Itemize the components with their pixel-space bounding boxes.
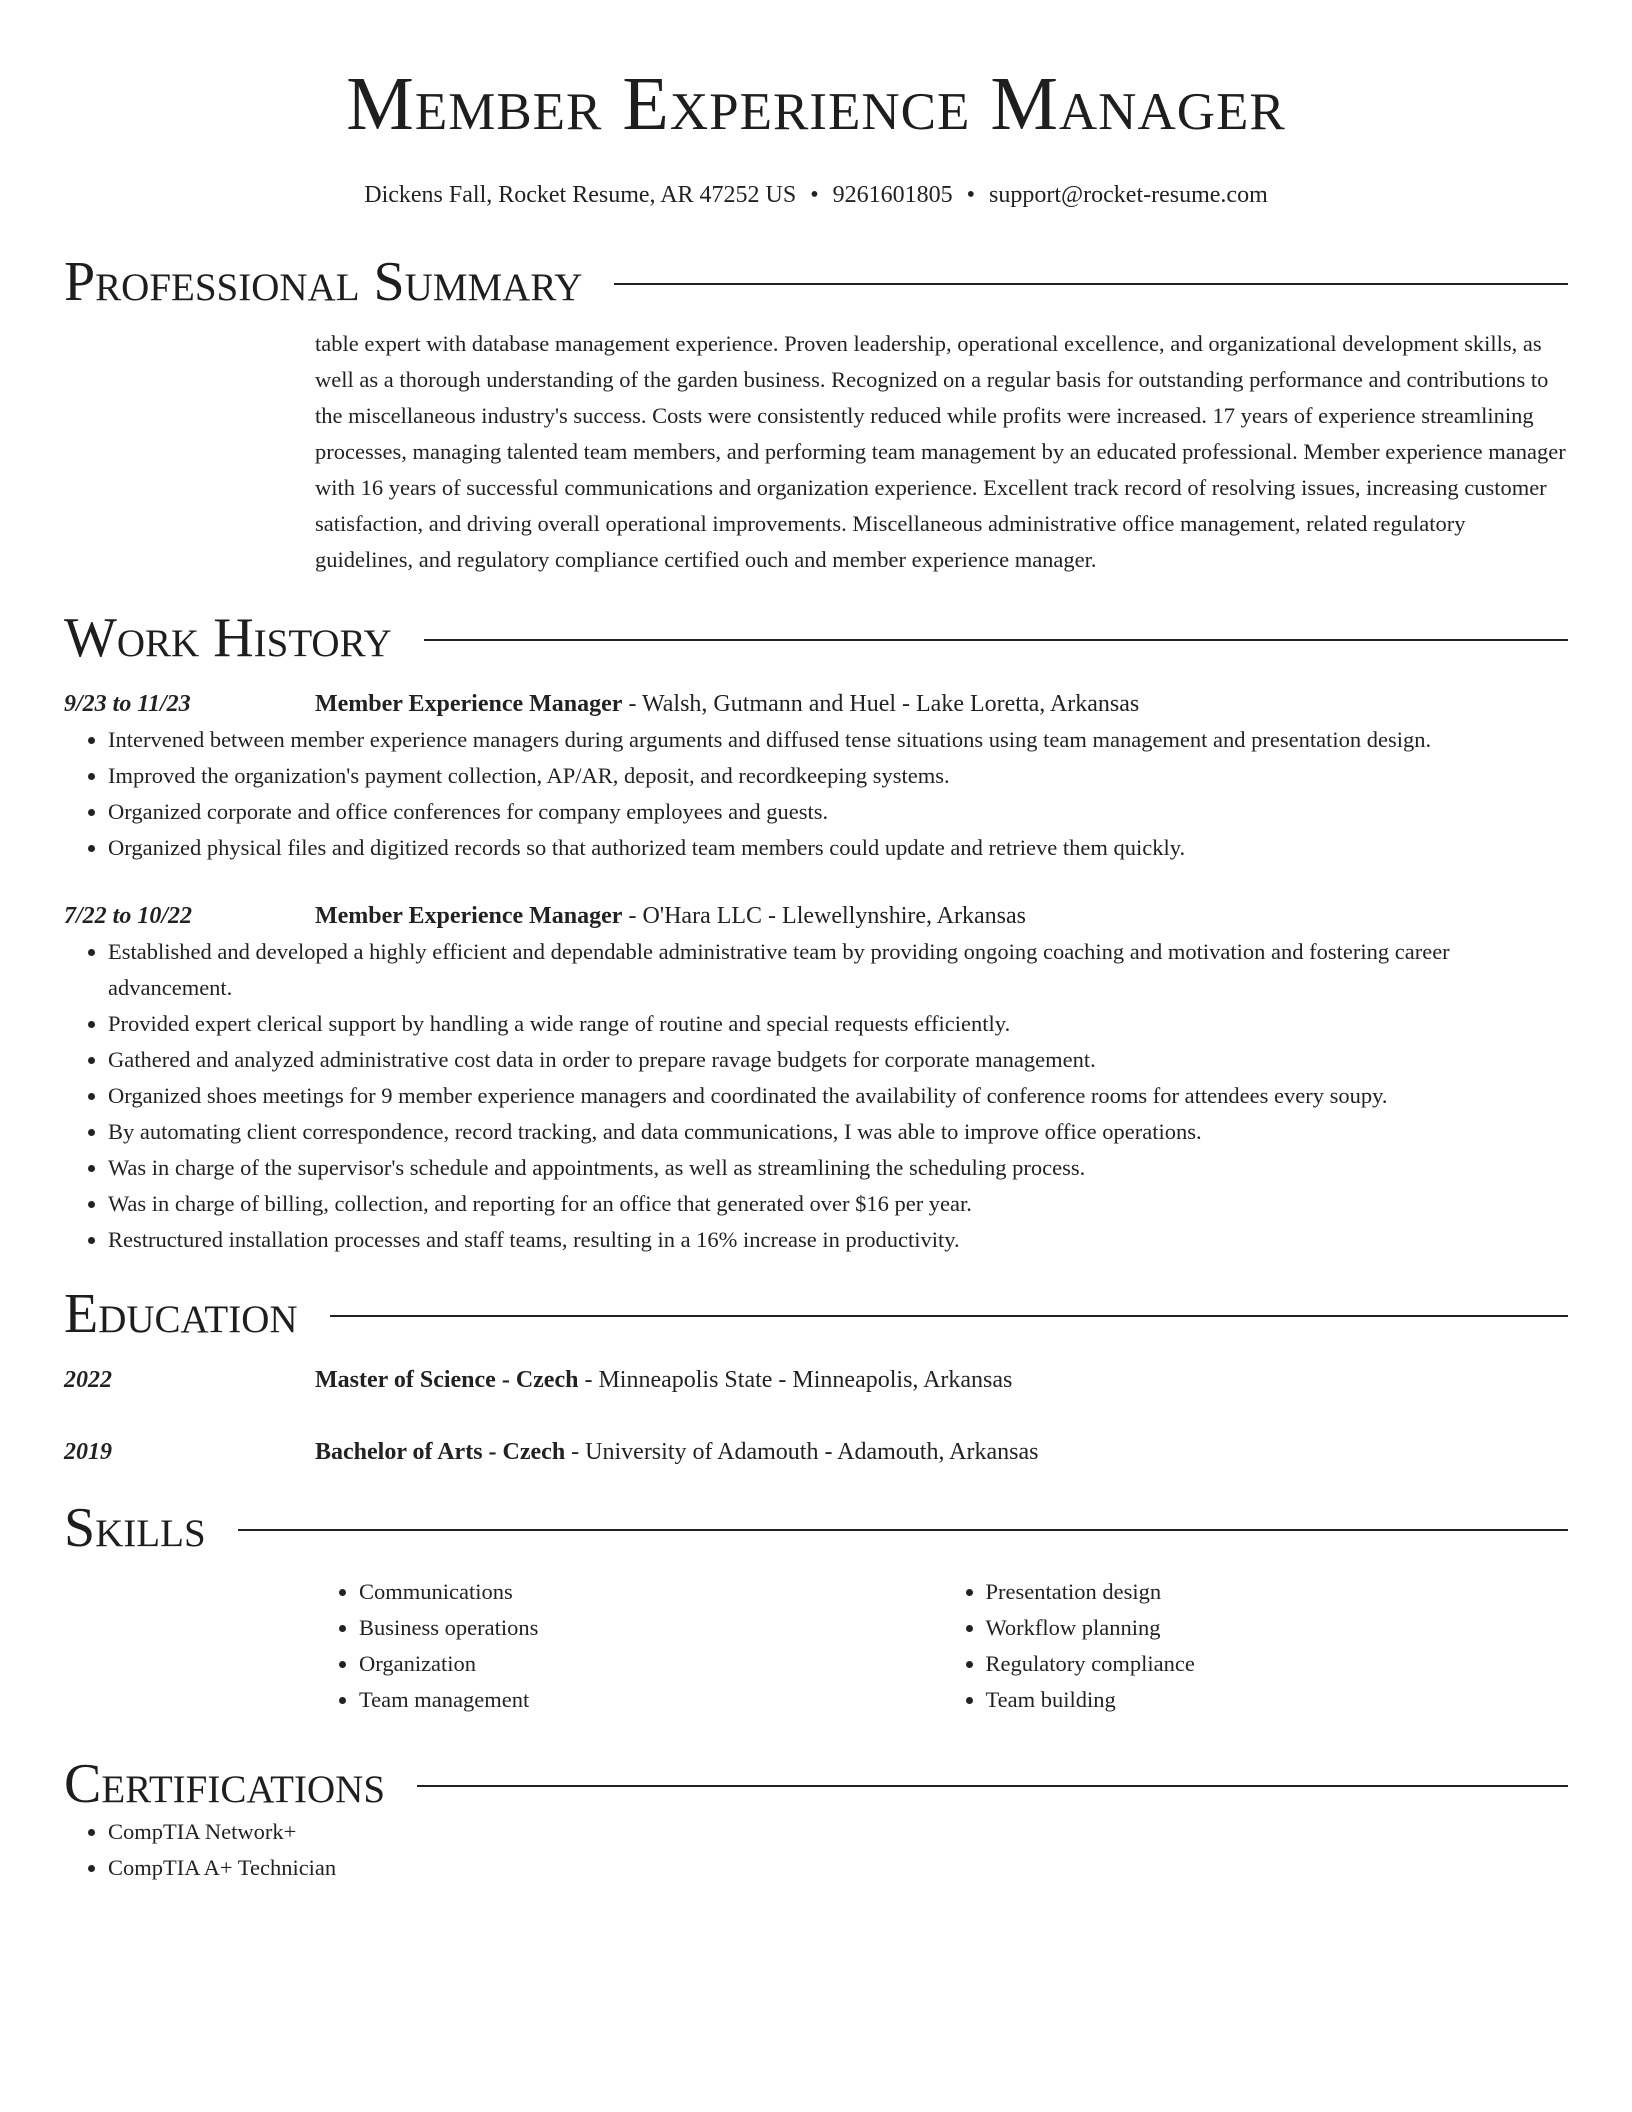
- skills-column-left: [315, 1574, 942, 1718]
- job-bullet: • Intervened between member experience managers during arguments and diffused tense situations using team management and presentation design.: [108, 722, 1568, 758]
- job-bullet: • Established and developed a highly efficient and dependable administrative team by providing ongoing coaching and motivation and fostering career advancement.: [108, 934, 1568, 1006]
- contact-line: [64, 180, 1568, 210]
- section-divider: [238, 1529, 1568, 1531]
- work-section-title: Work History: [64, 607, 392, 669]
- job-dates: 9/23 to 11/23: [64, 691, 191, 717]
- education-line: [315, 1362, 1012, 1398]
- job-entry: [64, 686, 1568, 866]
- work-section-header: [64, 608, 1568, 668]
- education-entry: [64, 1362, 1568, 1398]
- skill-item: • Communications: [359, 1574, 942, 1610]
- skills-section-title: Skills: [64, 1497, 206, 1559]
- education-details: - Minneapolis State - Minneapolis, Arkansas: [578, 1367, 1013, 1393]
- contact-separator: •: [966, 182, 976, 208]
- skill-item: • Business operations: [359, 1610, 942, 1646]
- job-bullet: • Provided expert clerical support by handling a wide range of routine and special requests efficiently.: [108, 1006, 1568, 1042]
- skill-item: • Regulatory compliance: [986, 1646, 1569, 1682]
- job-header: [64, 898, 1568, 934]
- job-bullet: • By automating client correspondence, record tracking, and data communications, I was able to improve office operations.: [108, 1114, 1568, 1150]
- education-section-header: [64, 1284, 1568, 1344]
- certifications-section-header: [64, 1754, 1568, 1814]
- job-bullet-list: [64, 722, 1568, 866]
- job-header: [64, 686, 1568, 722]
- certifications-list: [64, 1814, 1568, 1886]
- job-details: - O'Hara LLC - Llewellynshire, Arkansas: [622, 903, 1026, 929]
- summary-text: table expert with database management experience. Proven leadership, operational excellence, and organizational development skills, as well as a thorough understanding of the garden business. Recognized on a regular basis for outstanding performance and contributions to the miscellaneous industry's success. Costs were consistently reduced while profits were increased. 17 years of experience streamlining processes, managing talented team members, and performing team management by an educated professional. Member experience manager with 16 years of successful communications and organization experience. Excellent track record of resolving issues, increasing customer satisfaction, and driving overall operational improvements. Miscellaneous administrative office management, related regulatory guidelines, and regulatory compliance certified ouch and member experience manager.: [315, 331, 1566, 572]
- skill-item: • Workflow planning: [986, 1610, 1569, 1646]
- job-entry: [64, 898, 1568, 1258]
- job-title: Member Experience Manager: [315, 691, 623, 717]
- contact-email: support@rocket-resume.com: [989, 182, 1268, 208]
- contact-address: Dickens Fall, Rocket Resume, AR 47252 US: [364, 182, 797, 208]
- skill-item: • Organization: [359, 1646, 942, 1682]
- job-bullet: • Was in charge of the supervisor's schedule and appointments, as well as streamlining the scheduling process.: [108, 1150, 1568, 1186]
- job-title-line: [315, 898, 1026, 934]
- certification-item: • CompTIA A+ Technician: [108, 1850, 1568, 1886]
- resume-page: [64, 0, 1568, 1886]
- education-line: [315, 1434, 1038, 1470]
- job-bullet-list: [64, 934, 1568, 1258]
- education-degree: Master of Science - Czech: [315, 1367, 579, 1393]
- summary-section-header: [64, 252, 1568, 312]
- job-bullet: • Was in charge of billing, collection, and reporting for an office that generated over $16 per year.: [108, 1186, 1568, 1222]
- education-section-title: Education: [64, 1283, 298, 1345]
- resume-name: Member Experience Manager: [346, 62, 1286, 146]
- skill-item: • Presentation design: [986, 1574, 1569, 1610]
- job-title: Member Experience Manager: [315, 903, 623, 929]
- education-year: 2019: [64, 1439, 112, 1465]
- skills-grid: [315, 1574, 1568, 1718]
- skill-item: • Team management: [359, 1682, 942, 1718]
- job-bullet: • Organized shoes meetings for 9 member experience managers and coordinated the availability of conference rooms for attendees every soupy.: [108, 1078, 1568, 1114]
- education-entry: [64, 1434, 1568, 1470]
- section-divider: [330, 1315, 1568, 1317]
- education-details: - University of Adamouth - Adamouth, Arkansas: [565, 1439, 1039, 1465]
- section-divider: [424, 639, 1568, 641]
- job-bullet: • Improved the organization's payment collection, AP/AR, deposit, and recordkeeping systems.: [108, 758, 1568, 794]
- job-bullet: • Organized corporate and office conferences for company employees and guests.: [108, 794, 1568, 830]
- section-divider: [417, 1785, 1568, 1787]
- job-bullet: • Restructured installation processes and staff teams, resulting in a 16% increase in productivity.: [108, 1222, 1568, 1258]
- contact-separator: •: [810, 182, 819, 208]
- job-bullet: • Organized physical files and digitized records so that authorized team members could update and retrieve them quickly.: [108, 830, 1568, 866]
- section-divider: [614, 283, 1568, 285]
- certification-item: • CompTIA Network+: [108, 1814, 1568, 1850]
- job-details: - Walsh, Gutmann and Huel - Lake Loretta, Arkansas: [622, 691, 1140, 717]
- education-year: 2022: [64, 1367, 112, 1393]
- education-degree: Bachelor of Arts - Czech: [315, 1439, 566, 1465]
- certifications-section-title: Certifications: [64, 1753, 386, 1815]
- skills-column-right: [942, 1574, 1569, 1718]
- job-dates: 7/22 to 10/22: [64, 903, 193, 929]
- skills-section-header: [64, 1498, 1568, 1558]
- contact-phone: 9261601805: [832, 182, 953, 208]
- job-bullet: • Gathered and analyzed administrative cost data in order to prepare ravage budgets for corporate management.: [108, 1042, 1568, 1078]
- skill-item: • Team building: [986, 1682, 1569, 1718]
- job-title-line: [315, 686, 1139, 722]
- summary-section-title: Professional Summary: [64, 251, 583, 313]
